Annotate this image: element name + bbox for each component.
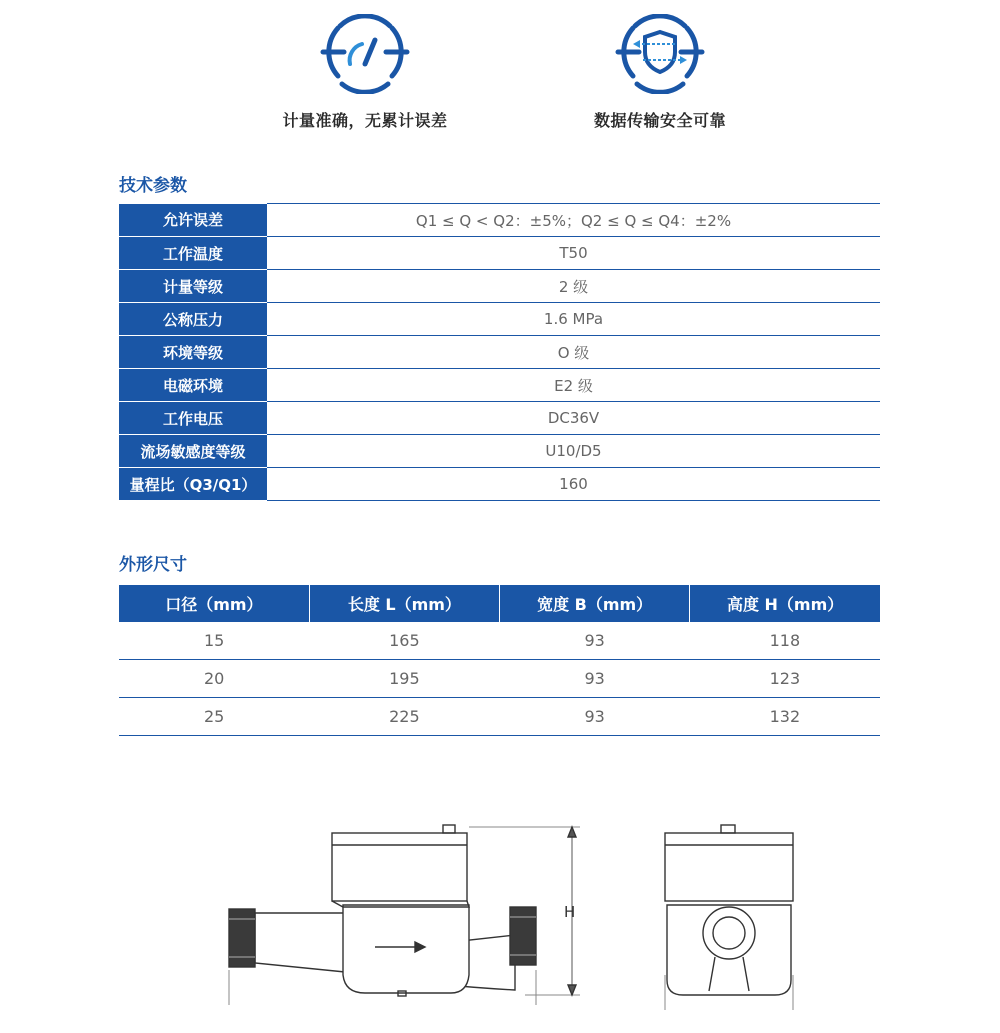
water-meter-drawing bbox=[215, 815, 815, 1015]
table-cell: 93 bbox=[500, 660, 690, 698]
table-row bbox=[119, 369, 880, 402]
spec-value: DC36V bbox=[267, 402, 880, 435]
column-header: 宽度 B（mm） bbox=[500, 585, 690, 622]
table-cell: 225 bbox=[309, 698, 499, 736]
table-row bbox=[119, 468, 880, 501]
spec-key: 环境等级 bbox=[119, 336, 267, 369]
column-header: 高度 H（mm） bbox=[690, 585, 880, 622]
table-row bbox=[119, 435, 880, 468]
front-register-head bbox=[665, 833, 793, 901]
dimensions-section-title: 外形尺寸 bbox=[119, 555, 187, 575]
left-thread bbox=[229, 909, 255, 967]
front-body bbox=[667, 905, 791, 995]
spec-key: 工作电压 bbox=[119, 402, 267, 435]
spec-key: 工作温度 bbox=[119, 237, 267, 270]
table-cell: 93 bbox=[500, 622, 690, 660]
table-cell: 25 bbox=[119, 698, 309, 736]
spec-value: O 级 bbox=[267, 336, 880, 369]
table-cell: 123 bbox=[690, 660, 880, 698]
table-cell: 20 bbox=[119, 660, 309, 698]
feature-label-security: 数据传输安全可靠 bbox=[593, 111, 726, 130]
table-row bbox=[119, 237, 880, 270]
table-row bbox=[119, 303, 880, 336]
table-cell: 93 bbox=[500, 698, 690, 736]
table-row bbox=[119, 660, 880, 698]
spec-key: 量程比（Q3/Q1） bbox=[119, 468, 267, 501]
column-header: 长度 L（mm） bbox=[309, 585, 499, 622]
spec-value: U10/D5 bbox=[267, 435, 880, 468]
right-thread bbox=[510, 907, 536, 965]
height-label: H bbox=[564, 903, 576, 921]
spec-value: T50 bbox=[267, 237, 880, 270]
table-row bbox=[119, 270, 880, 303]
table-cell: 118 bbox=[690, 622, 880, 660]
table-row bbox=[119, 336, 880, 369]
meter-register-head bbox=[332, 833, 467, 901]
spec-value: 160 bbox=[267, 468, 880, 501]
spec-value: Q1 ≤ Q < Q2：±5%；Q2 ≤ Q ≤ Q4：±2% bbox=[267, 204, 880, 237]
spec-key: 允许误差 bbox=[119, 204, 267, 237]
spec-key: 流场敏感度等级 bbox=[119, 435, 267, 468]
feature-security bbox=[540, 14, 780, 131]
gauge-icon bbox=[320, 14, 410, 94]
spec-table bbox=[119, 203, 880, 501]
spec-value: E2 级 bbox=[267, 369, 880, 402]
spec-value: 2 级 bbox=[267, 270, 880, 303]
table-cell: 165 bbox=[309, 622, 499, 660]
spec-value: 1.6 MPa bbox=[267, 303, 880, 336]
column-header: 口径（mm） bbox=[119, 585, 309, 622]
table-cell: 132 bbox=[690, 698, 880, 736]
spec-key: 电磁环境 bbox=[119, 369, 267, 402]
feature-label-accuracy: 计量准确，无累计误差 bbox=[282, 111, 448, 130]
table-header-row bbox=[119, 585, 880, 622]
table-row bbox=[119, 204, 880, 237]
table-cell: 15 bbox=[119, 622, 309, 660]
spec-key: 计量等级 bbox=[119, 270, 267, 303]
table-row bbox=[119, 698, 880, 736]
feature-accuracy bbox=[245, 14, 485, 131]
spec-section-title: 技术参数 bbox=[119, 176, 187, 196]
spec-key: 公称压力 bbox=[119, 303, 267, 336]
table-cell: 195 bbox=[309, 660, 499, 698]
shield-transmission-icon bbox=[615, 14, 705, 94]
dimensions-table bbox=[119, 585, 880, 736]
table-row bbox=[119, 402, 880, 435]
table-row bbox=[119, 622, 880, 660]
